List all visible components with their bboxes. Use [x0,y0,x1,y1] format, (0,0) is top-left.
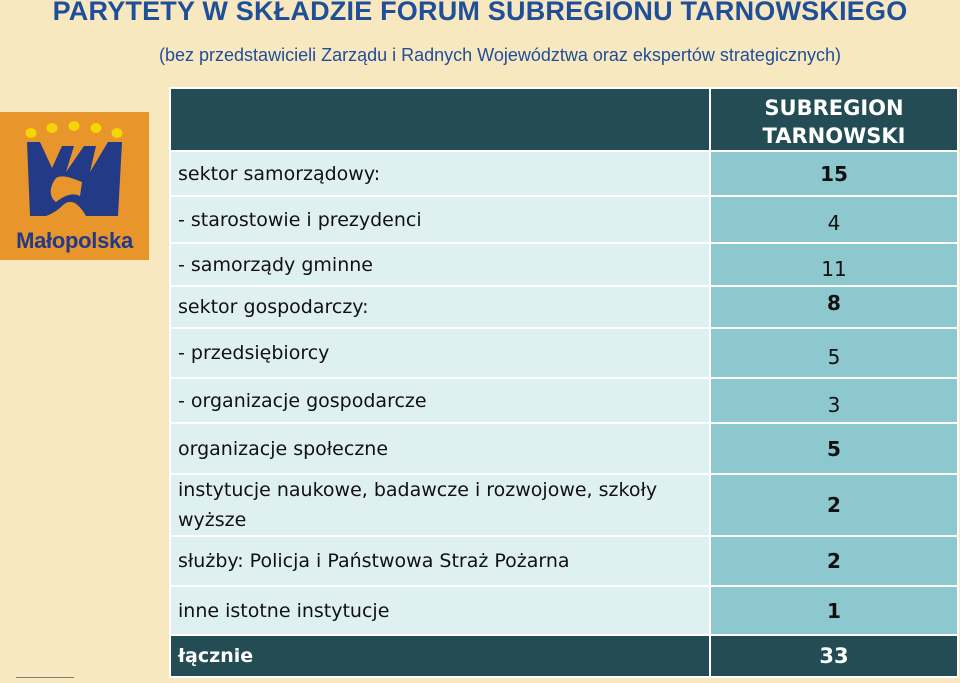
row-label: - organizacje gospodarcze [170,378,710,423]
row-value: 5 [710,328,958,378]
row-value: 1 [710,586,958,635]
logo-dot [69,121,80,131]
table-row [170,586,958,635]
logo-text: Małopolska [16,228,133,253]
table-row [170,196,958,243]
page-title: PARYTETY W SKŁADZIE FORUM SUBREGIONU TARNOWSKIEGO [52,0,908,26]
row-label: inne istotne instytucje [170,586,710,635]
row-label: sektor gospodarczy: [170,286,710,328]
header-subregion-cell: SUBREGION TARNOWSKI [710,88,958,151]
total-value: 33 [710,635,958,677]
table-row [170,328,958,378]
table-row [170,286,958,328]
table-total-row [170,635,958,677]
row-value: 15 [710,151,958,196]
row-label: organizacje społeczne [170,423,710,474]
page-subtitle: (bez przedstawicieli Zarządu i Radnych Województwa oraz ekspertów strategicznych) [159,45,841,65]
footer-divider [16,677,74,678]
table-row [170,474,958,536]
table-row [170,243,958,286]
total-label: łącznie [170,635,710,677]
logo-dot [26,128,37,138]
table-row [170,536,958,586]
logo-dot [47,123,58,133]
row-label: służby: Policja i Państwowa Straż Pożarna [170,536,710,586]
row-label: - samorządy gminne [170,243,710,286]
malopolska-logo [0,112,149,260]
row-value: 11 [710,243,958,286]
table-row [170,378,958,423]
parity-table [169,87,959,678]
table-row [170,151,958,196]
row-label: instytucje naukowe, badawcze i rozwojowe, szkoły wyższe [170,474,710,536]
logo-crown [27,142,122,216]
row-label: - przedsiębiorcy [170,328,710,378]
table-row [170,423,958,474]
row-label: sektor samorządowy: [170,151,710,196]
row-value: 2 [710,536,958,586]
row-value: 5 [710,423,958,474]
table-header-row [170,88,958,151]
row-value: 4 [710,196,958,243]
logo-dot [112,128,123,138]
row-value: 3 [710,378,958,423]
row-label: - starostowie i prezydenci [170,196,710,243]
header-label-cell [170,88,710,151]
logo-dot [91,123,102,133]
row-value: 8 [710,286,958,328]
row-value: 2 [710,474,958,536]
